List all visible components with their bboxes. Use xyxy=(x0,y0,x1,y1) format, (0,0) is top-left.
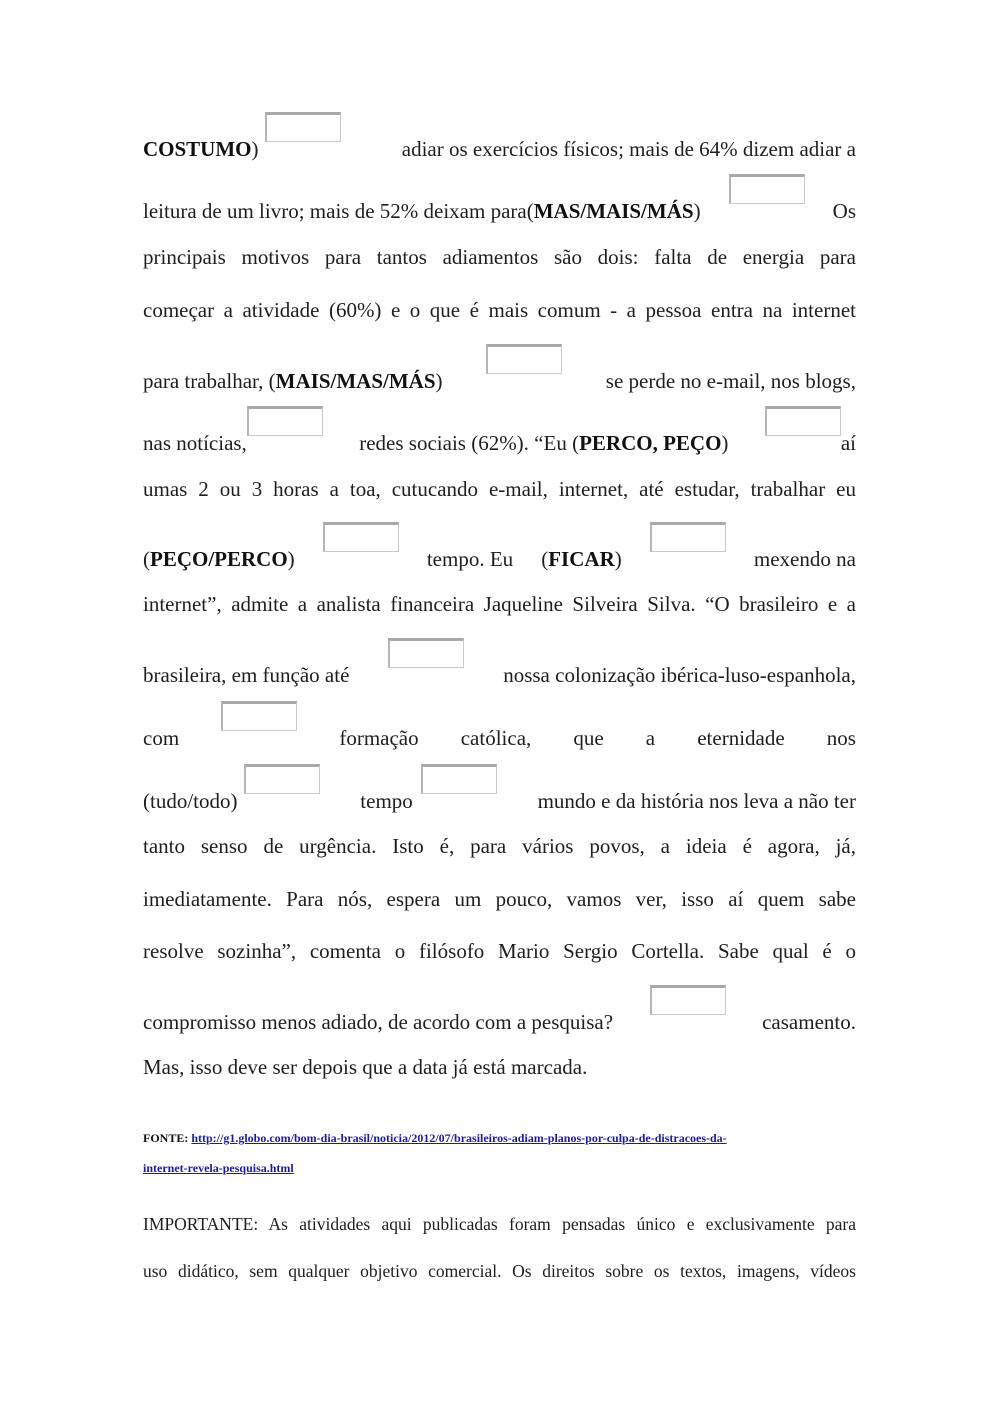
notice-line-2 xyxy=(143,1261,856,1282)
source-link-continued[interactable]: internet-revela-pesquisa.html xyxy=(143,1161,294,1175)
hint-mais-mas-mas: MAIS/MAS/MÁS xyxy=(275,369,436,393)
line-8-hint xyxy=(541,544,622,574)
word: que xyxy=(573,726,604,750)
line-1-text: adiar os exercícios físicos; mais de 64% dizem adiar a xyxy=(401,137,856,161)
word: católica, xyxy=(460,726,532,750)
word: com xyxy=(143,726,180,750)
text-line-5 xyxy=(143,358,856,396)
hint-costumo: COSTUMO xyxy=(143,137,252,161)
hint-ficar: FICAR xyxy=(548,547,615,571)
text-line-6 xyxy=(143,420,856,458)
text-line-3 xyxy=(143,242,856,272)
paren: ) xyxy=(721,431,729,455)
blank-input-9[interactable] xyxy=(221,701,297,731)
line-4-text: começar a atividade (60%) e o que é mais comum - a pessoa entra na internet xyxy=(143,298,856,322)
text-line-13 xyxy=(143,831,856,861)
text-line-11 xyxy=(143,715,856,753)
text-line-12 xyxy=(143,778,856,816)
text-line-15 xyxy=(143,936,856,966)
notice-text-1: IMPORTANTE: As atividades aqui publicadas foram pensadas único e exclusivamente para xyxy=(143,1214,856,1234)
line-17-text: Mas, isso deve ser depois que a data já está marcada. xyxy=(143,1055,588,1079)
word: nos xyxy=(826,726,856,750)
text-line-7 xyxy=(143,474,856,504)
source-link[interactable]: http://g1.globo.com/bom-dia-brasil/noticia/2012/07/brasileiros-adiam-planos-por-culpa-de-distracoes-da- xyxy=(191,1131,727,1145)
line-3-text: principais motivos para tantos adiamentos são dois: falta de energia para xyxy=(143,245,856,269)
line-16-end: casamento. xyxy=(762,1010,856,1034)
blank-input-7[interactable] xyxy=(650,522,726,552)
line-12-start xyxy=(143,778,320,816)
text-line-10 xyxy=(143,652,856,690)
line-6-end xyxy=(765,420,856,458)
text-line-2 xyxy=(143,188,856,226)
text-line-14 xyxy=(143,884,856,914)
line-8-text: tempo. Eu xyxy=(426,547,514,571)
line-15-text: resolve sozinha”, comenta o filósofo Mario Sergio Cortella. Sabe qual é o xyxy=(143,939,856,963)
text-line-17 xyxy=(143,1052,856,1082)
paren: ) xyxy=(435,369,443,393)
hint-mas-mais-mas: MAS/MAIS/MÁS xyxy=(533,199,694,223)
word: eternidade xyxy=(697,726,785,750)
text-line-9 xyxy=(143,589,856,619)
blank-input-10[interactable] xyxy=(244,764,320,794)
line-2-end: Os xyxy=(832,199,856,223)
line-7-text: umas 2 ou 3 horas a toa, cutucando e-mail, internet, até estudar, trabalhar eu xyxy=(143,477,856,501)
line-14-text: imediatamente. Para nós, espera um pouco, vamos ver, isso aí quem sabe xyxy=(143,887,856,911)
line-5-start xyxy=(143,366,443,396)
notice-text-2: uso didático, sem qualquer objetivo comercial. Os direitos sobre os textos, imagens, vídeos xyxy=(143,1261,856,1281)
line-12-mid xyxy=(360,778,497,816)
line-5-text: para trabalhar, ( xyxy=(143,369,276,393)
paren: ) xyxy=(287,547,295,571)
line-8-end: mexendo na xyxy=(753,547,856,571)
blank-input-12[interactable] xyxy=(650,985,726,1015)
line-5-end: se perde no e-mail, nos blogs, xyxy=(605,369,856,393)
blank-input-1[interactable] xyxy=(265,112,341,142)
line-13-text: tanto senso de urgência. Isto é, para vários povos, a ideia é agora, já, xyxy=(143,834,856,858)
source-line-2 xyxy=(143,1161,856,1176)
line-6-text: nas notícias, xyxy=(143,431,247,455)
blank-input-8[interactable] xyxy=(388,638,464,668)
hint-perco-peco: PERCO, PEÇO xyxy=(579,431,722,455)
source-label: FONTE: xyxy=(143,1131,189,1145)
line-6-text-2: redes sociais (62%). “Eu ( xyxy=(359,431,580,455)
paren: ) xyxy=(251,137,259,161)
text-line-1 xyxy=(143,126,856,164)
blank-input-3[interactable] xyxy=(486,344,562,374)
line-12-end: mundo e da história nos leva a não ter xyxy=(537,789,856,813)
line-6-text-3: aí xyxy=(840,431,856,455)
line-2-text: leitura de um livro; mais de 52% deixam para( xyxy=(143,199,534,223)
blank-input-2[interactable] xyxy=(729,174,805,204)
text-line-16 xyxy=(143,999,856,1037)
line-8-start xyxy=(143,544,295,574)
word: formação xyxy=(339,726,419,750)
blank-input-11[interactable] xyxy=(421,764,497,794)
notice-line-1 xyxy=(143,1214,856,1235)
line-10-text: brasileira, em função até xyxy=(143,663,350,687)
text-line-4 xyxy=(143,295,856,325)
hint-peco-perco: PEÇO/PERCO xyxy=(150,547,288,571)
word: a xyxy=(645,726,656,750)
line-6-mid xyxy=(359,428,728,458)
blank-input-6[interactable] xyxy=(323,522,399,552)
source-line-1 xyxy=(143,1131,856,1146)
paren: ) xyxy=(614,547,622,571)
line-1-start xyxy=(143,126,341,164)
line-6-start xyxy=(143,420,323,458)
blank-input-4[interactable] xyxy=(247,406,323,436)
line-2-start xyxy=(143,196,701,226)
line-12-text: tempo xyxy=(360,789,413,813)
blank-input-5[interactable] xyxy=(765,406,841,436)
hint-tudo-todo: (tudo/todo) xyxy=(143,789,238,813)
line-16-text: compromisso menos adiado, de acordo com a pesquisa? xyxy=(143,1010,614,1034)
line-10-end: nossa colonização ibérica-luso-espanhola, xyxy=(503,663,856,687)
line-9-text: internet”, admite a analista financeira Jaqueline Silveira Silva. “O brasileiro e a xyxy=(143,592,856,616)
text-line-8 xyxy=(143,536,856,574)
paren: ( xyxy=(541,547,549,571)
paren: ) xyxy=(693,199,701,223)
paren: ( xyxy=(143,547,150,571)
